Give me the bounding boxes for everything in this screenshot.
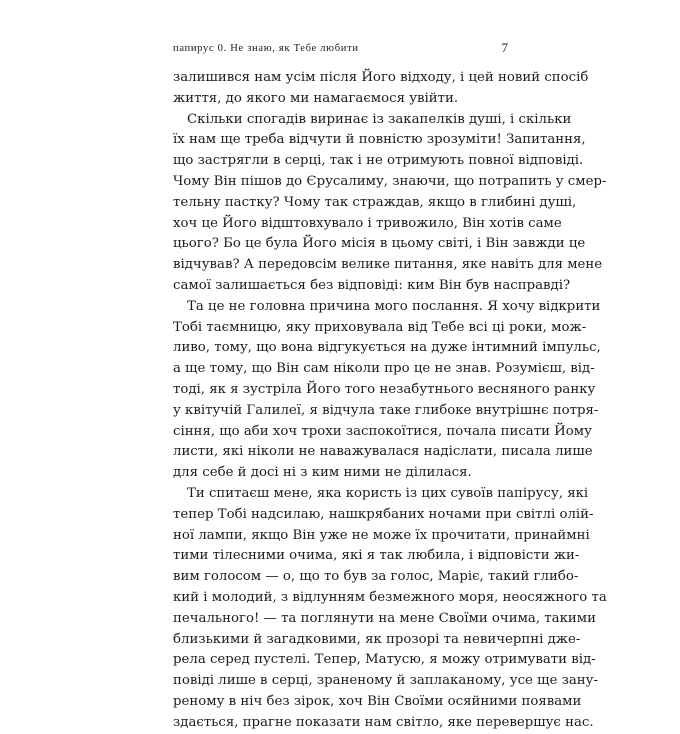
text-line: у квітучій Галилеї, я відчула таке глибоке внутрішнє потря- <box>173 402 599 418</box>
text-line: сіння, що аби хоч трохи заспокоїтися, почала писати Йому <box>173 423 592 439</box>
text-line: цього? Бо це була Його місія в цьому світі, і Він завжди це <box>173 236 586 252</box>
text-line: кий і молодий, з відлунням безмежного моря, неосяжного та <box>173 589 607 605</box>
text-line: що застрягли в серці, так і не отримують повної відповіді. <box>173 153 584 169</box>
text-line: для себе й досі ні з ким ними не ділилася. <box>173 465 472 481</box>
text-line: печального! — та поглянути на мене Своїми очима, такими <box>173 610 596 626</box>
text-line: тепер Тобі надсилаю, нашкрябаних ночами при світлі олій- <box>173 506 594 522</box>
text-line: хоч це Його відштовхувало і тривожило, Він хотів саме <box>173 215 562 231</box>
text-line: відчував? А передовсім велике питання, яке навіть для мене <box>173 257 603 273</box>
text-line: їх нам ще треба відчути й повністю зрозуміти! Запитання, <box>173 132 586 148</box>
text-line: Ти спитаєш мене, яка користь із цих сувоїв папірусу, які <box>187 485 589 501</box>
text-line: рела серед пустелі. Тепер, Матусю, я можу отримувати від- <box>173 652 596 668</box>
text-line: тими тілесними очима, які я так любила, і відповісти жи- <box>173 548 580 564</box>
text-line: Тобі таємницю, яку приховувала від Тебе всі ці роки, мож- <box>173 319 587 335</box>
text-line: залишився нам усім після Його відходу, і цей новий спосіб <box>173 70 589 85</box>
text-line: самої залишається без відповіді: ким Він був насправді? <box>173 277 571 293</box>
text-line: вим голосом — о, що то був за голос, Маріє, такий глибо- <box>173 569 579 585</box>
text-line: листи, які ніколи не наважувалася надіслати, писала лише <box>173 444 593 460</box>
text-line: ної лампи, якщо Він уже не може їх прочитати, принаймні <box>173 527 590 543</box>
text-line: тельну пастку? Чому так страждав, якщо в глибині душі, <box>173 194 577 210</box>
text-line: здається, прагне показати нам світло, яке перевершує нас. <box>173 714 594 730</box>
text-line: тоді, як я зустріла Його того незабутнього весняного ранку <box>173 381 596 397</box>
running-header: папирус 0. Не знаю, як Тебе любити <box>173 43 359 54</box>
text-line: реному в ніч без зірок, хоч Він Своїми осяйними появами <box>173 693 582 709</box>
text-line: а ще тому, що Він сам ніколи про це не знав. Розумієш, від- <box>173 361 595 377</box>
text-line: життя, до якого ми намагаємося увійти. <box>173 90 459 106</box>
page-number: 7 <box>501 40 508 55</box>
text-line: Скільки спогадів виринає із закапелків душі, і скільки <box>187 111 572 127</box>
text-line: Чому Він пішов до Єрусалиму, знаючи, що потрапить у смер- <box>173 173 607 189</box>
text-line: близькими й загадковими, як прозорі та невичерпні дже- <box>173 631 581 647</box>
body-text <box>173 68 607 734</box>
text-line: Та це не головна причина мого послання. Я хочу відкрити <box>187 298 601 314</box>
text-line: ливо, тому, що вона відгукується на дуже інтимний імпульс, <box>173 340 601 356</box>
text-line: повіді лише в серці, зраненому й заплаканому, усе ще зану- <box>173 673 598 689</box>
